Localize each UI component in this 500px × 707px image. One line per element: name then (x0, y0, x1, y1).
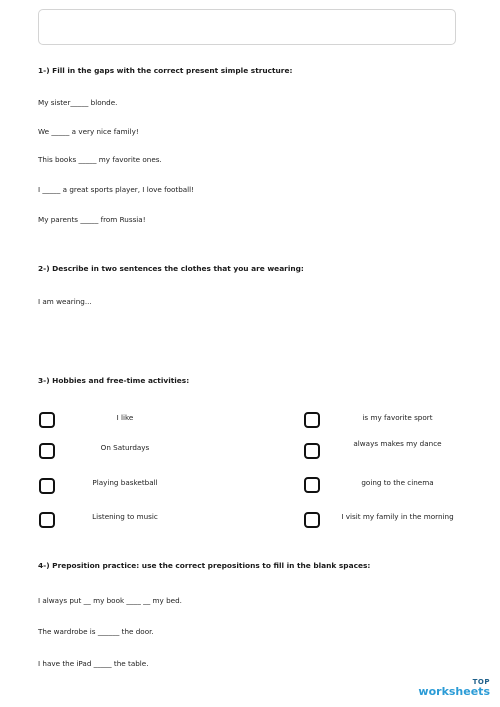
option-left-2: On Saturdays (100, 443, 150, 452)
section2-heading: 2-) Describe in two sentences the clothes that you are wearing: (38, 264, 304, 273)
name-input-box[interactable] (38, 9, 456, 45)
section1-heading: 1-) Fill in the gaps with the correct present simple structure: (38, 66, 293, 75)
topworksheets-logo (418, 679, 490, 697)
checkbox-left-1[interactable] (39, 412, 55, 428)
checkbox-left-4[interactable] (39, 512, 55, 528)
option-right-1: is my favorite sport (362, 413, 433, 422)
checkbox-left-2[interactable] (39, 443, 55, 459)
preposition-sentence-3: I have the iPad _____ the table. (38, 659, 149, 668)
option-right-2: always makes my dance (353, 439, 442, 448)
checkbox-right-1[interactable] (304, 412, 320, 428)
gap-sentence-4: I _____ a great sports player, I love football! (38, 185, 195, 194)
preposition-sentence-1: I always put __ my book ____ __ my bed. (38, 596, 182, 605)
logo-top-text: TOP (472, 678, 490, 686)
option-left-3: Playing basketball (92, 478, 158, 487)
checkbox-right-4[interactable] (304, 512, 320, 528)
option-right-3: going to the cinema (361, 478, 434, 487)
logo-bottom-text: worksheets (418, 685, 490, 698)
checkbox-right-3[interactable] (304, 477, 320, 493)
option-left-1: I like (116, 413, 134, 422)
preposition-sentence-2: The wardrobe is ______ the door. (38, 627, 154, 636)
gap-sentence-5: My parents _____ from Russia! (38, 215, 146, 224)
gap-sentence-2: We _____ a very nice family! (38, 127, 139, 136)
section3-heading: 3-) Hobbies and free-time activities: (38, 376, 190, 385)
option-left-4: Listening to music (92, 512, 158, 521)
option-right-4: I visit my family in the morning (341, 512, 454, 521)
checkbox-left-3[interactable] (39, 478, 55, 494)
gap-sentence-3: This books _____ my favorite ones. (38, 155, 162, 164)
checkbox-right-2[interactable] (304, 443, 320, 459)
gap-sentence-1: My sister_____ blonde. (38, 98, 118, 107)
clothes-answer-start: I am wearing... (38, 297, 92, 306)
section4-heading: 4-) Preposition practice: use the correct prepositions to fill in the blank spaces: (38, 561, 371, 570)
